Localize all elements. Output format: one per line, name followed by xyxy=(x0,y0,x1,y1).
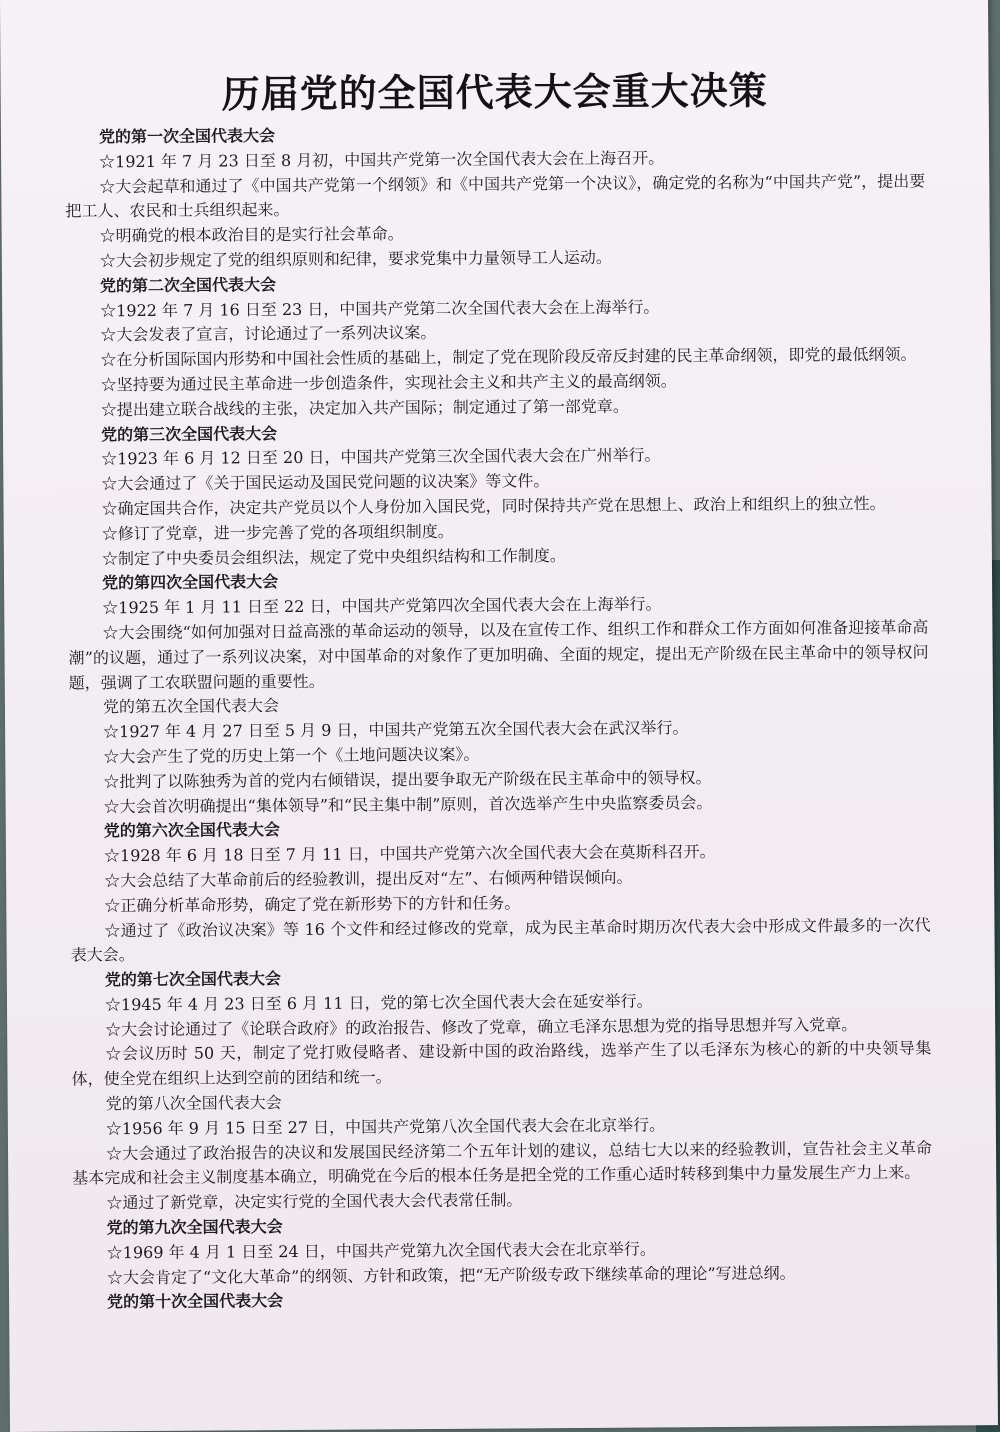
section-heading: 党的第六次全国代表大会 xyxy=(103,820,280,841)
list-item: ☆1969 年 4 月 1 日至 24 日，中国共产党第九次全国代表大会在北京举行。 xyxy=(106,1239,656,1263)
list-item: ☆提出建立联合战线的主张，决定加入共产国际；制定通过了第一部党章。 xyxy=(100,396,629,420)
list-item: ☆坚持要为通过民主革命进一步创造条件，实现社会主义和共产主义的最高纲领。 xyxy=(100,371,677,395)
list-item: ☆大会初步规定了党的组织原则和纪律，要求党集中力量领导工人运动。 xyxy=(99,247,612,271)
section-8 xyxy=(72,1087,933,1217)
list-item: ☆大会产生了党的历史上第一个《土地问题决议案》。 xyxy=(103,744,480,767)
list-item: ☆通过了《政治议决案》等 16 个文件和经过修改的党章，成为民主革命时期历次代表大会中形成文件最多的一次代表大会。 xyxy=(70,915,931,965)
list-item: ☆大会围绕“如何加强对日益高涨的革命运动的领导，以及在宣传工作、组织工作和群众工作方面如何准备迎接革命高潮”的议题，通过了一系列议决案，对中国革命的对象作了更加明确、全面的规定，提出无产阶级在民主革命中的领导权问题，强调了工农联盟问题的重要性。 xyxy=(68,617,929,693)
list-item: ☆正确分析革命形势，确定了党在新形势下的方针和任务。 xyxy=(104,893,521,915)
list-item: ☆确定国共合作，决定共产党员以个人身份加入国民党，同时保持共产党在思想上、政治上和组织上的独立性。 xyxy=(101,493,886,519)
list-item: ☆大会起草和通过了《中国共产党第一个纲领》和《中国共产党第一个决议》，确定党的名称为“中国共产党”，提出要把工人、农民和士兵组织起来。 xyxy=(65,171,926,221)
list-item: ☆1956 年 9 月 15 日至 27 日，中国共产党第八次全国代表大会在北京举行。 xyxy=(105,1115,666,1139)
list-item: ☆大会通过了政治报告的决议和发展国民经济第二个五年计划的建议，总结七大以来的经验教训，宣告社会主义革命基本完成和社会主义制度基本确立，明确党在今后的根本任务是把全党的工作重心适时转移到集中力量发展生产力上来。 xyxy=(72,1138,933,1188)
list-item: ☆明确党的根本政治目的是实行社会革命。 xyxy=(99,224,404,246)
section-9 xyxy=(72,1211,932,1291)
list-item: ☆1923 年 6 月 12 日至 20 日，中国共产党第三次全国代表大会在广州举行。 xyxy=(101,445,661,469)
section-heading: 党的第八次全国代表大会 xyxy=(105,1093,282,1114)
section-2 xyxy=(66,268,927,423)
list-item: ☆大会讨论通过了《论联合政府》的政治报告、修改了党章，确立毛泽东思想为党的指导思想并写入党章。 xyxy=(105,1014,858,1039)
section-3 xyxy=(67,417,928,572)
list-item: ☆在分析国际国内形势和中国社会性质的基础上，制定了党在现阶段反帝反封建的民主革命纲领，即党的最低纲领。 xyxy=(100,344,917,370)
list-item: ☆批判了以陈独秀为首的党内右倾错误，提出要争取无产阶级在民主革命中的领导权。 xyxy=(103,767,712,792)
section-heading: 党的第五次全国代表大会 xyxy=(102,696,280,717)
section-7 xyxy=(71,963,932,1093)
list-item: ☆1922 年 7 月 16 日至 23 日，中国共产党第二次全国代表大会在上海举行。 xyxy=(100,296,660,320)
section-heading: 党的第一次全国代表大会 xyxy=(98,126,276,147)
list-item: ☆1925 年 1 月 11 日至 22 日，中国共产党第四次全国代表大会在上海举行。 xyxy=(102,594,662,618)
section-6 xyxy=(70,814,931,969)
list-item: ☆大会首次明确提出“集体领导”和“民主集中制”原则，首次选举产生中央监察委员会。 xyxy=(103,792,713,816)
list-item: ☆大会总结了大革命前后的经验教训，提出反对“左”、右倾两种错误倾向。 xyxy=(104,867,633,891)
list-item: ☆大会通过了《关于国民运动及国民党问题的议决案》等文件。 xyxy=(101,471,550,494)
section-heading: 党的第四次全国代表大会 xyxy=(102,572,279,593)
section-heading: 党的第九次全国代表大会 xyxy=(106,1217,283,1238)
list-item: ☆通过了新党章，决定实行党的全国代表大会代表常任制。 xyxy=(106,1190,523,1213)
section-4 xyxy=(68,566,929,696)
list-item: ☆1921 年 7 月 23 日至 8 月初，中国共产党第一次全国代表大会在上海召开。 xyxy=(99,148,665,172)
list-item: ☆1928 年 6 月 18 日至 7 月 11 日，中国共产党第六次全国代表大会在莫斯科召开。 xyxy=(103,842,716,866)
section-10 xyxy=(73,1285,933,1316)
list-item: ☆1945 年 4 月 23 日至 6 月 11 日，党的第七次全国代表大会在延安举行。 xyxy=(104,991,653,1015)
list-item: ☆制定了中央委员会组织法，规定了党中央组织结构和工作制度。 xyxy=(101,545,566,568)
section-heading: 党的第三次全国代表大会 xyxy=(100,423,278,444)
document-body xyxy=(65,66,934,1316)
list-item: ☆修订了党章，进一步完善了党的各项组织制度。 xyxy=(101,521,454,544)
list-item: ☆会议历时 50 天，制定了党打败侵略者、建设新中国的政治路线，选举产生了以毛泽东为核心的新的中央领导集体，使全党在组织上达到空前的团结和统一。 xyxy=(71,1039,932,1089)
list-item: ☆大会肯定了“文化大革命”的纲领、方针和政策，把“无产阶级专政下继续革命的理论”写进总纲。 xyxy=(106,1263,796,1287)
section-heading: 党的第十次全国代表大会 xyxy=(107,1291,284,1312)
list-item: ☆1927 年 4 月 27 日至 5 月 9 日，中国共产党第五次全国代表大会在武汉举行。 xyxy=(103,718,689,742)
section-5 xyxy=(69,690,930,820)
list-item: ☆大会发表了宣言，讨论通过了一系列决议案。 xyxy=(100,323,437,345)
section-heading: 党的第七次全国代表大会 xyxy=(104,969,281,990)
section-heading: 党的第二次全国代表大会 xyxy=(99,274,277,296)
section-1 xyxy=(65,120,926,275)
document-title: 历届党的全国代表大会重大决策 xyxy=(221,67,768,117)
